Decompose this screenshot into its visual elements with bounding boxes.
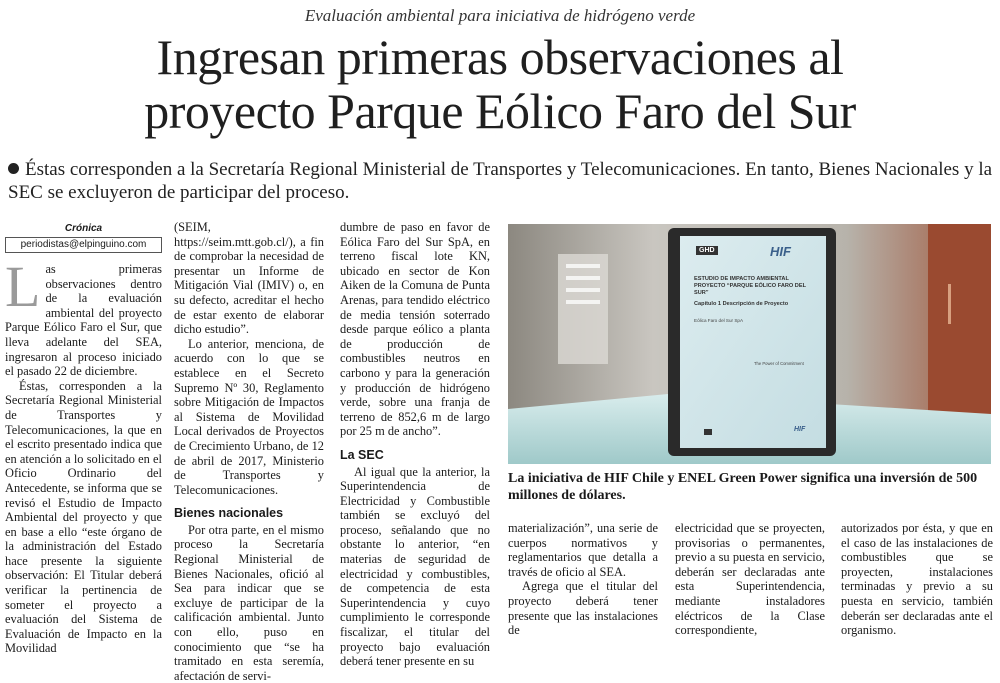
headline-line-2: proyecto Parque Eólico Faro del Sur xyxy=(144,83,856,139)
column-6 xyxy=(841,521,993,638)
headline xyxy=(0,30,1000,138)
document-company: Eólica Faro del Sur SpA xyxy=(694,318,744,323)
ghd-small-icon xyxy=(704,429,712,435)
photo-illustration xyxy=(508,224,991,464)
paragraph: dumbre de paso en favor de Eólica Faro del Sur SpA, en terreno fiscal lote KN, ubicado en sector de Kon Aiken de la Comuna de Punta Arenas, para tendido eléctrico de media tensión soterrado desde parque eólico a planta de producción de combustibles neutros en carbono y para la generación y producción de hidrógeno verde, sobre una franja de terreno de 852,6 m de largo por 25 m de ancho”. xyxy=(340,220,490,439)
paragraph: Lo anterior, menciona, de acuerdo con lo que se establece en el Secreto Supremo Nº 30, Reglamento sobre Mitigación de Impactos al Sistema de Movilidad Local derivados de Proyectos de Crecimiento Urbano, de 12 de abril de 2017, Ministerio de Transportes y Telecomunicaciones. xyxy=(174,336,324,497)
paragraph: Al igual que la anterior, la Superintendencia de Electricidad y Combustible también se excluyó del proceso, señalando que no obstante lo anterior, “en materias de seguridad de electricidad y combustibles, de competencia de esta Superintendencia y cuyo cumplimiento le corresponde fiscalizar, el titular del proyecto bajo evaluación deberá tener presente en su xyxy=(340,464,490,669)
article-photo xyxy=(508,224,991,464)
document-chapter: Capítulo 1 Descripción de Proyecto xyxy=(694,301,789,307)
deck-text: Éstas corresponden a la Secretaría Regional Ministerial de Transportes y Telecomunicaciones. En tanto, Bienes Nacionales y la SEC se excluyeron de participar del proceso. xyxy=(8,159,993,203)
kicker: Evaluación ambiental para iniciativa de hidrógeno verde xyxy=(304,6,696,25)
column-1 xyxy=(5,254,162,656)
paragraph: as primeras observaciones dentro de la evaluación ambiental del proyecto Parque Eólico Faro el Sur, que lleva adelante del SEA, ingresaron al proceso iniciado el pasado 22 de diciembre. xyxy=(5,262,162,379)
headline-line-1: Ingresan primeras observaciones al xyxy=(156,29,844,85)
hif-small-logo: HIF xyxy=(794,426,806,433)
byline xyxy=(5,222,162,253)
subheading-la-sec: La SEC xyxy=(340,447,384,462)
paragraph: electricidad que se proyecten, provisorias o permanentes, previo a su puesta en servicio, deberán ser declaradas ante esta Superintendencia, mediante instaladores eléctricos de la Clase correspondiente, xyxy=(675,521,825,638)
paragraph: Éstas, corresponden a la Secretaría Regional Ministerial de Transportes y Telecomunicaciones, la que en el escrito presentado indica que en atención a lo solicitado en el Oficio Ordinario del Antecedente, se informa que se revisó el Estudio de Impacto Ambiental del proyecto y que en base a ello “este órgano de la administración del Estado hace presente la siguiente observación: El Titular deberá verificar la pertinencia de someter el proyecto a evaluación del Sistema de Evaluación de Impacto en la Movilidad xyxy=(5,378,162,656)
deck xyxy=(8,158,998,204)
paragraph: materialización”, una serie de cuerpos normativos y reglamentarios que detalla a través de oficio al SEA. xyxy=(508,521,658,579)
byline-section: Crónica xyxy=(64,223,103,234)
column-4 xyxy=(508,521,658,638)
ghd-logo: GHD xyxy=(696,246,718,255)
paragraph: Por otra parte, en el mismo proceso la Secretaría Regional Ministerial de Bienes Nacionales, ofició al Sea para indicar que se excluye de participar de la calificación ambiental. Junto con ello, puso en conocimiento que “se ha tramitado en esta seremía, afectación de servi- xyxy=(174,522,324,683)
photo-caption: La iniciativa de HIF Chile y ENEL Green Power significa una inversión de 500 millones de dólares. xyxy=(508,471,978,503)
column-5 xyxy=(675,521,825,638)
column-3 xyxy=(340,220,490,669)
document-tagline: The Power of Commitment xyxy=(754,361,804,366)
paragraph: autorizados por ésta, y que en el caso de las instalaciones de combustibles que se proyecten, instalaciones terminadas y previo a su puesta en servicio, también deberán ser declaradas ante el organismo. xyxy=(841,521,993,638)
bullet-icon xyxy=(8,163,19,174)
drop-cap: L xyxy=(5,254,41,319)
hif-logo: HIF xyxy=(770,244,791,259)
paragraph: Agrega que el titular del proyecto deberá tener presente que las instalaciones de xyxy=(508,579,658,638)
byline-email: periodistas@elpinguino.com xyxy=(5,237,162,253)
column-2 xyxy=(174,220,324,683)
document-title: ESTUDIO DE IMPACTO AMBIENTAL PROYECTO “PARQUE EÓLICO FARO DEL SUR” xyxy=(694,276,806,296)
paragraph: (SEIM, https://seim.mtt.gob.cl/), a fin de comprobar la necesidad de presentar un Informe de Mitigación Vial (IMIV) o, en su defecto, acreditar el hecho de estar exento de elaborar dicho estudio”. xyxy=(174,220,324,337)
subheading-bienes-nacionales: Bienes nacionales xyxy=(174,506,284,521)
